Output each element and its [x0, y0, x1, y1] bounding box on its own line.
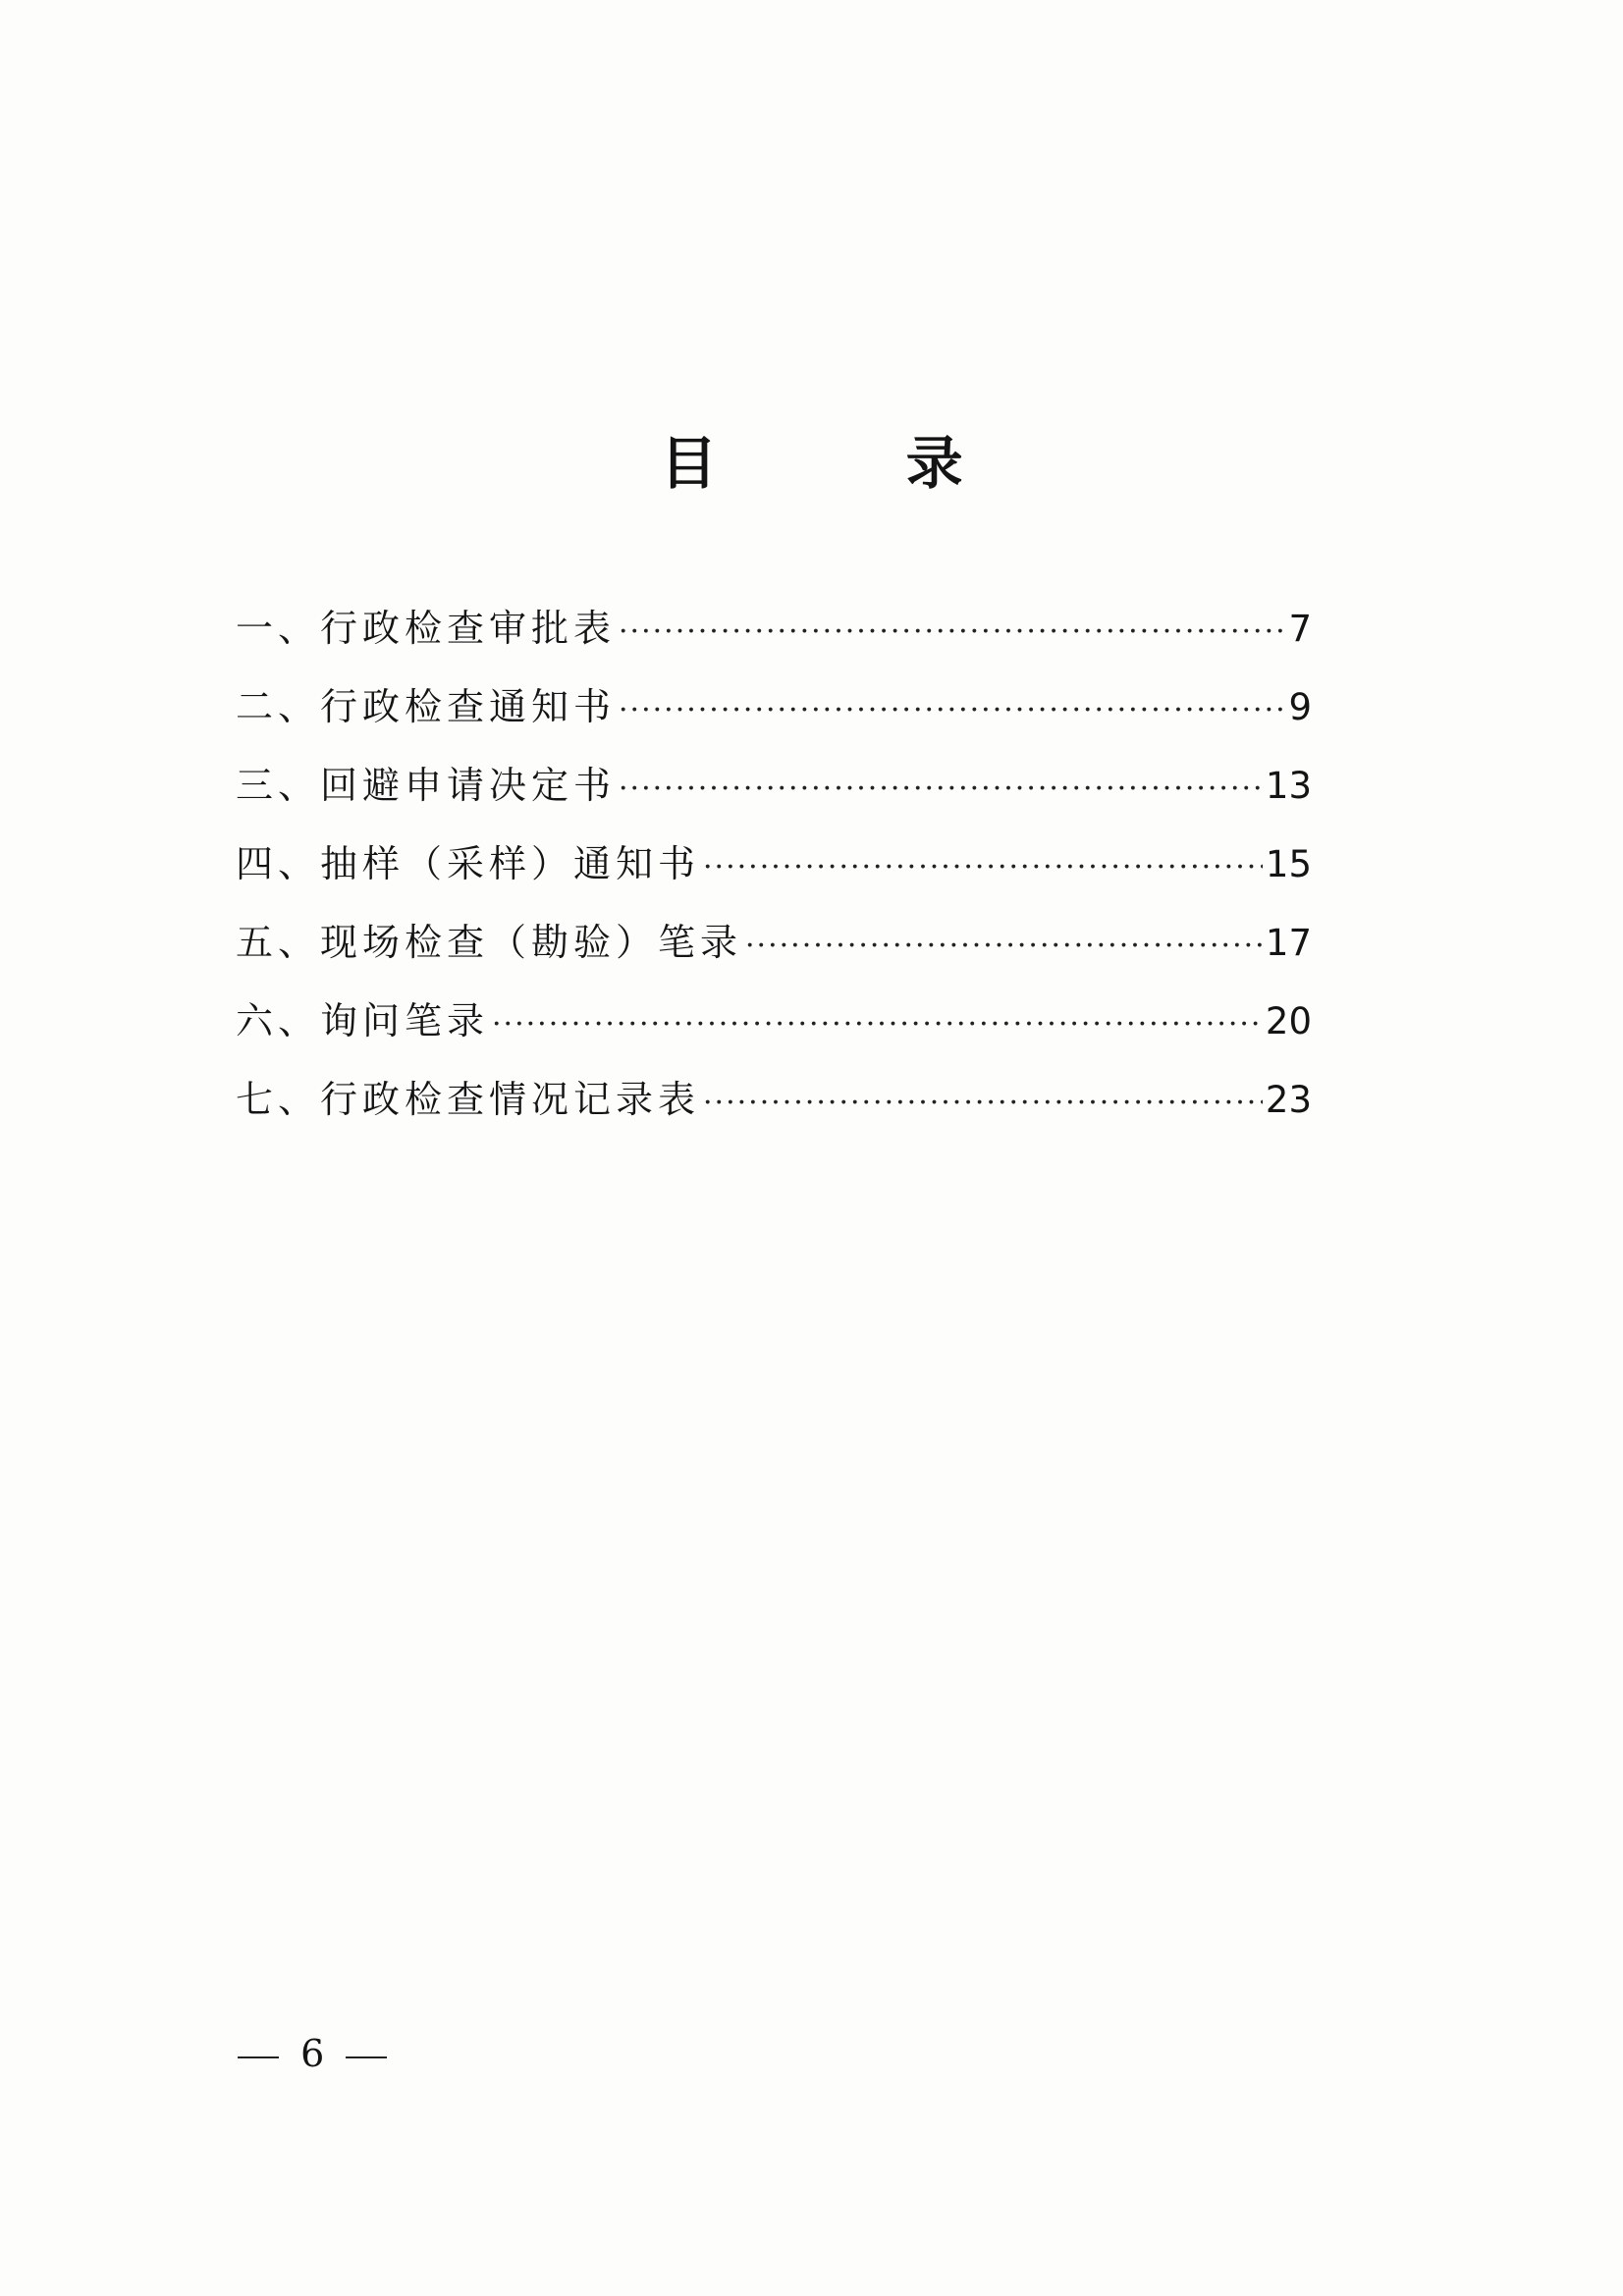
toc-entry[interactable] — [236, 1072, 1312, 1150]
table-of-contents — [236, 601, 1312, 1150]
toc-entry-title: 五、现场检查（勘验）笔录 — [236, 921, 743, 964]
toc-entry[interactable] — [236, 915, 1312, 993]
toc-entry-title: 四、抽样（采样）通知书 — [236, 842, 701, 885]
toc-entry-title: 六、询问笔录 — [236, 999, 490, 1042]
toc-entry-page: 17 — [1265, 922, 1312, 964]
toc-entry-title: 七、行政检查情况记录表 — [236, 1078, 701, 1121]
toc-entry-page: 20 — [1265, 1000, 1312, 1042]
footer-dash-left — [238, 2056, 279, 2058]
toc-leader-dots — [619, 762, 1263, 817]
toc-entry-page: 15 — [1265, 843, 1312, 885]
toc-entry-page: 23 — [1265, 1079, 1312, 1121]
toc-entry-page: 9 — [1288, 686, 1312, 728]
footer-dash-right — [346, 2056, 387, 2058]
page-footer — [228, 2024, 397, 2083]
toc-entry[interactable] — [236, 679, 1312, 758]
toc-leader-dots — [745, 919, 1263, 974]
footer-page-number: 6 — [300, 2032, 325, 2075]
toc-leader-dots — [703, 840, 1263, 895]
toc-entry-page: 13 — [1265, 765, 1312, 807]
toc-leader-dots — [619, 683, 1285, 738]
toc-leader-dots — [703, 1076, 1263, 1131]
toc-entry[interactable] — [236, 601, 1312, 679]
toc-entry[interactable] — [236, 993, 1312, 1072]
toc-entry[interactable] — [236, 836, 1312, 915]
page-title: 目 录 — [660, 430, 1048, 497]
toc-entry-page: 7 — [1288, 608, 1312, 650]
toc-leader-dots — [619, 605, 1285, 660]
toc-leader-dots — [492, 997, 1263, 1052]
toc-entry-title: 二、行政检查通知书 — [236, 685, 617, 728]
toc-entry[interactable] — [236, 758, 1312, 836]
toc-entry-title: 一、行政检查审批表 — [236, 607, 617, 650]
toc-entry-title: 三、回避申请决定书 — [236, 764, 617, 807]
